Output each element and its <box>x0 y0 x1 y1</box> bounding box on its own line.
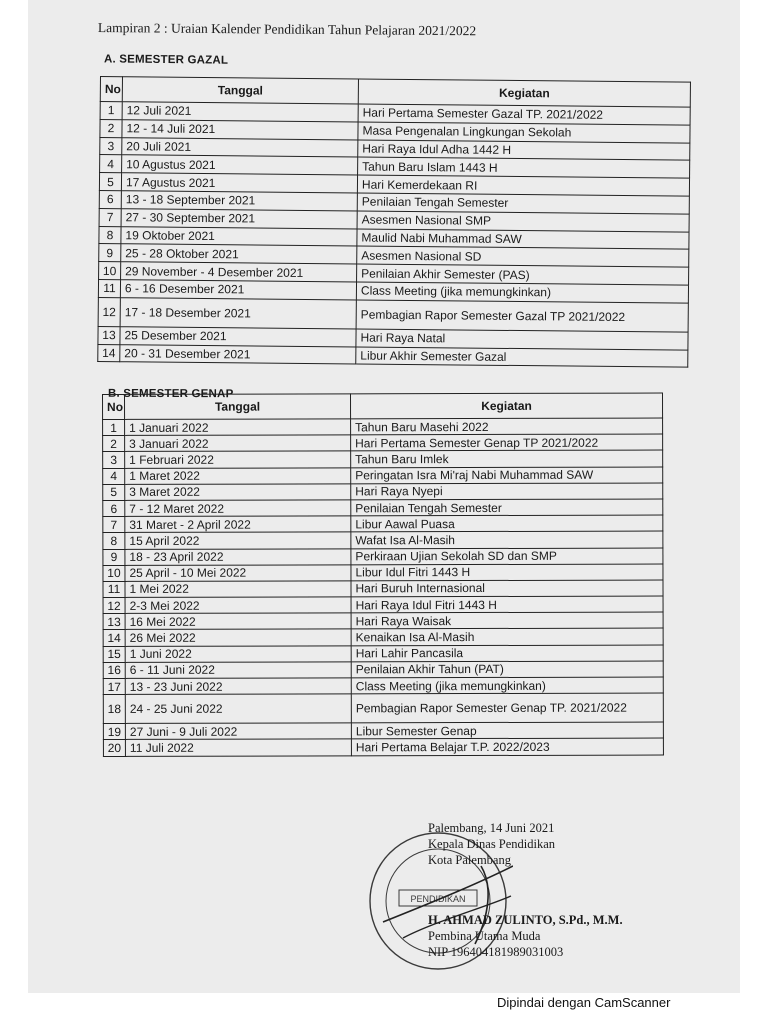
cell-tanggal: 3 Maret 2022 <box>125 484 351 501</box>
cell-no: 14 <box>103 630 125 646</box>
scanned-page <box>28 0 740 993</box>
cell-kegiatan: Asesmen Nasional SMP <box>357 211 689 232</box>
table-row <box>103 612 663 630</box>
table-row <box>103 499 663 517</box>
cell-kegiatan: Libur Aawal Puasa <box>351 515 663 532</box>
cell-no: 9 <box>99 244 121 262</box>
cell-tanggal: 1 Januari 2022 <box>125 419 351 436</box>
cell-kegiatan: Pembagian Rapor Semester Gazal TP 2021/2022 <box>356 300 688 332</box>
position-line-1: Kepala Dinas Pendidikan <box>428 837 556 851</box>
signatory-name: H. AHMAD ZULINTO, S.Pd., M.M. <box>428 913 623 927</box>
cell-tanggal: 12 - 14 Juli 2021 <box>122 120 358 140</box>
cell-kegiatan: Hari Raya Waisak <box>351 612 663 629</box>
cell-kegiatan: Pembagian Rapor Semester Genap TP. 2021/2022 <box>351 693 663 723</box>
cell-no: 8 <box>103 533 125 549</box>
cell-kegiatan: Hari Buruh Internasional <box>351 580 663 597</box>
section-title-semester-gazal: A. SEMESTER GAZAL <box>103 53 229 67</box>
cell-no: 8 <box>99 226 121 244</box>
column-header-kegiatan: Kegiatan <box>358 79 690 107</box>
column-header-tanggal: Tanggal <box>122 77 358 104</box>
cell-kegiatan: Hari Pertama Semester Genap TP 2021/2022 <box>351 434 663 451</box>
cell-no: 9 <box>103 549 125 565</box>
cell-kegiatan: Hari Raya Natal <box>356 329 688 350</box>
cell-kegiatan: Hari Kemerdekaan RI <box>357 175 689 196</box>
cell-tanggal: 19 Oktober 2021 <box>121 226 357 246</box>
table-row <box>103 515 663 533</box>
cell-no: 2 <box>100 119 122 137</box>
scanner-watermark: Dipindai dengan CamScanner <box>497 995 671 1010</box>
cell-kegiatan: Penilaian Tengah Semester <box>351 499 663 516</box>
cell-tanggal: 20 Juli 2021 <box>122 137 358 157</box>
cell-kegiatan: Libur Semester Genap <box>351 722 663 739</box>
cell-kegiatan: Perkiraan Ujian Sekolah SD dan SMP <box>351 548 663 565</box>
cell-no: 10 <box>99 262 121 280</box>
cell-tanggal: 27 - 30 September 2021 <box>121 208 357 228</box>
table-row <box>103 596 663 614</box>
table-row <box>103 677 663 695</box>
table-row <box>103 693 663 723</box>
cell-kegiatan: Hari Raya Idul Adha 1442 H <box>358 140 690 161</box>
cell-tanggal: 1 Maret 2022 <box>125 467 351 484</box>
table-row <box>103 580 663 598</box>
table-body-semester-gazal <box>98 102 690 368</box>
cell-tanggal: 1 Februari 2022 <box>125 451 351 468</box>
cell-tanggal: 27 Juni - 9 Juli 2022 <box>125 723 351 740</box>
cell-no: 5 <box>99 173 121 191</box>
table-row <box>103 450 663 468</box>
cell-no: 4 <box>103 468 125 484</box>
cell-kegiatan: Hari Lahir Pancasila <box>351 645 663 662</box>
cell-no: 13 <box>103 614 125 630</box>
cell-kegiatan: Masa Pengenalan Lingkungan Sekolah <box>358 122 690 143</box>
cell-no: 6 <box>103 500 125 516</box>
cell-tanggal: 12 Juli 2021 <box>122 102 358 122</box>
cell-kegiatan: Kenaikan Isa Al-Masih <box>351 628 663 645</box>
table-row <box>103 548 663 566</box>
cell-no: 11 <box>103 581 125 597</box>
section-title-semester-genap: B. SEMESTER GENAP <box>107 387 234 401</box>
stamp-text: PENDIDIKAN <box>410 894 466 904</box>
table-row <box>103 467 663 485</box>
column-header-no: No <box>100 77 122 102</box>
cell-no: 3 <box>100 137 122 155</box>
cell-kegiatan: Libur Idul Fitri 1443 H <box>351 564 663 581</box>
table-semester-genap <box>102 393 664 757</box>
cell-tanggal: 6 - 11 Juni 2022 <box>125 662 351 679</box>
cell-tanggal: 3 Januari 2022 <box>125 435 351 452</box>
cell-kegiatan: Tahun Baru Masehi 2022 <box>351 418 663 435</box>
cell-tanggal: 2-3 Mei 2022 <box>125 597 351 614</box>
cell-kegiatan: Maulid Nabi Muhammad SAW <box>357 229 689 250</box>
cell-no: 6 <box>99 190 121 208</box>
cell-tanggal: 7 - 12 Maret 2022 <box>125 500 351 517</box>
cell-tanggal: 29 November - 4 Desember 2021 <box>121 262 357 282</box>
table-row <box>103 738 663 756</box>
cell-tanggal: 25 Desember 2021 <box>120 326 356 346</box>
cell-no: 11 <box>98 279 120 297</box>
signatory-nip: NIP 196404181989031003 <box>428 945 564 959</box>
column-header-no: No <box>103 394 125 419</box>
cell-no: 19 <box>103 724 125 740</box>
table-row <box>103 434 663 452</box>
cell-no: 1 <box>103 419 125 435</box>
cell-no: 1 <box>100 102 122 120</box>
cell-tanggal: 25 April - 10 Mei 2022 <box>125 565 351 582</box>
cell-kegiatan: Hari Raya Nyepi <box>351 483 663 500</box>
cell-no: 18 <box>103 695 125 724</box>
cell-tanggal: 15 April 2022 <box>125 532 351 549</box>
cell-tanggal: 10 Agustus 2021 <box>122 155 358 175</box>
cell-tanggal: 17 Agustus 2021 <box>121 173 357 193</box>
cell-kegiatan: Class Meeting (jika memungkinkan) <box>351 677 663 694</box>
signature-block <box>428 820 728 960</box>
cell-kegiatan: Class Meeting (jika memungkinkan) <box>356 282 688 303</box>
cell-tanggal: 25 - 28 Oktober 2021 <box>121 244 357 264</box>
cell-no: 12 <box>98 297 120 326</box>
table-semester-gazal <box>97 76 691 368</box>
cell-tanggal: 18 - 23 April 2022 <box>125 548 351 565</box>
column-header-kegiatan: Kegiatan <box>351 393 663 419</box>
cell-kegiatan: Tahun Baru Islam 1443 H <box>358 157 690 178</box>
table-row <box>103 531 663 549</box>
cell-no: 10 <box>103 565 125 581</box>
cell-no: 7 <box>103 517 125 533</box>
table-body-semester-genap <box>103 418 664 756</box>
cell-no: 14 <box>98 344 120 362</box>
cell-tanggal: 1 Juni 2022 <box>125 645 351 662</box>
table-row <box>103 628 663 646</box>
document-heading: Lampiran 2 : Uraian Kalender Pendidikan Tahun Pelajaran 2021/2022 <box>97 20 477 39</box>
cell-tanggal: 26 Mei 2022 <box>125 629 351 646</box>
cell-no: 15 <box>103 646 125 662</box>
cell-kegiatan: Hari Pertama Semester Gazal TP. 2021/2022 <box>358 104 690 125</box>
cell-tanggal: 17 - 18 Desember 2021 <box>120 297 356 328</box>
table-row <box>103 483 663 501</box>
cell-kegiatan: Asesmen Nasional SD <box>357 246 689 267</box>
cell-tanggal: 13 - 23 Juni 2022 <box>125 678 351 695</box>
cell-tanggal: 1 Mei 2022 <box>125 581 351 598</box>
cell-kegiatan: Libur Akhir Semester Gazal <box>356 347 688 368</box>
table-header-row <box>103 393 663 419</box>
cell-no: 4 <box>100 155 122 173</box>
cell-no: 13 <box>98 326 120 344</box>
table-row <box>103 645 663 663</box>
table-row <box>103 722 663 740</box>
cell-kegiatan: Wafat Isa Al-Masih <box>351 531 663 548</box>
cell-kegiatan: Tahun Baru Imlek <box>351 450 663 467</box>
cell-tanggal: 13 - 18 September 2021 <box>121 191 357 211</box>
cell-tanggal: 11 Juli 2022 <box>125 739 351 756</box>
cell-tanggal: 24 - 25 Juni 2022 <box>125 694 351 724</box>
table-row <box>103 418 663 436</box>
cell-no: 12 <box>103 598 125 614</box>
cell-kegiatan: Hari Pertama Belajar T.P. 2022/2023 <box>351 738 663 755</box>
cell-kegiatan: Penilaian Akhir Tahun (PAT) <box>351 661 663 678</box>
cell-kegiatan: Hari Raya Idul Fitri 1443 H <box>351 596 663 613</box>
cell-tanggal: 20 - 31 Desember 2021 <box>120 344 356 364</box>
cell-no: 17 <box>103 678 125 694</box>
cell-kegiatan: Penilaian Tengah Semester <box>357 193 689 214</box>
cell-no: 5 <box>103 484 125 500</box>
cell-no: 16 <box>103 662 125 678</box>
position-line-2: Kota Palembang <box>428 853 511 867</box>
cell-no: 3 <box>103 452 125 468</box>
cell-no: 2 <box>103 436 125 452</box>
cell-tanggal: 31 Maret - 2 April 2022 <box>125 516 351 533</box>
column-header-tanggal: Tanggal <box>125 394 351 420</box>
place-date: Palembang, 14 Juni 2021 <box>428 821 555 835</box>
cell-no: 20 <box>103 740 125 756</box>
cell-kegiatan: Peringatan Isra Mi'raj Nabi Muhammad SAW <box>351 467 663 484</box>
signatory-rank: Pembina Utama Muda <box>428 929 541 943</box>
table-row <box>103 661 663 679</box>
cell-tanggal: 16 Mei 2022 <box>125 613 351 630</box>
cell-tanggal: 6 - 16 Desember 2021 <box>120 280 356 300</box>
cell-no: 7 <box>99 208 121 226</box>
cell-kegiatan: Penilaian Akhir Semester (PAS) <box>357 264 689 285</box>
table-row <box>103 564 663 582</box>
